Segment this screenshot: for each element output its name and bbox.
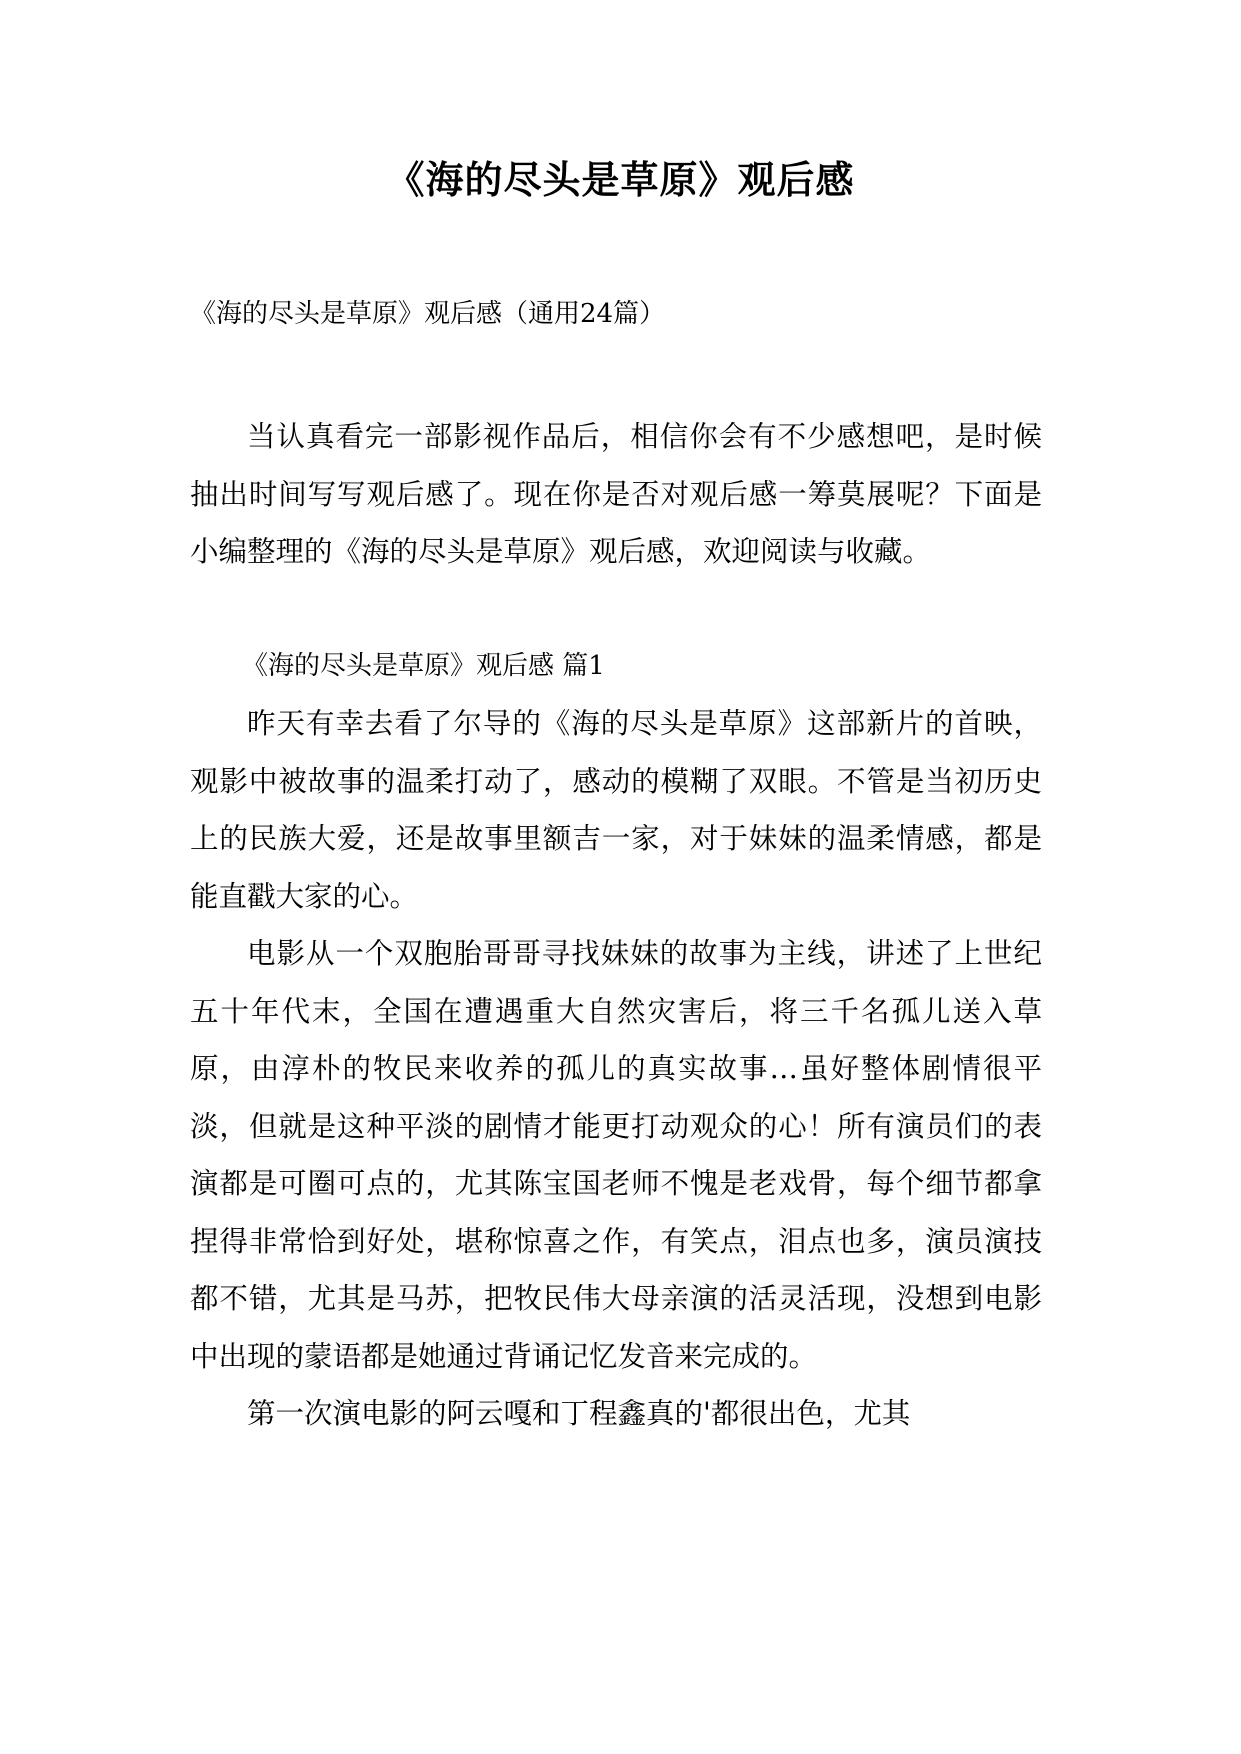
document-title: 《海的尽头是草原》观后感 <box>386 157 855 202</box>
document-subtitle: 《海的尽头是草原》观后感（通用24篇） <box>190 299 666 329</box>
section-heading: 《海的尽头是草原》观后感 篇1 <box>242 650 605 681</box>
body-paragraph: 第一次演电影的阿云嘎和丁程鑫真的'都很出色，尤其 <box>247 1397 911 1430</box>
document-body <box>190 408 1042 1443</box>
intro-paragraph: 当认真看完一部影视作品后，相信你会有不少感想吧，是时候抽出时间写写观后感了。现在你是否对观后感一筹莫展呢？下面是小编整理的《海的尽头是草原》观后感，欢迎阅读与收藏。 <box>190 420 1042 568</box>
body-paragraph: 昨天有幸去看了尔导的《海的尽头是草原》这部新片的首映，观影中被故事的温柔打动了，感动的模糊了双眼。不管是当初历史上的民族大爱，还是故事里额吉一家，对于妹妹的温柔情感，都是能直戳大家的心。 <box>190 707 1042 913</box>
body-paragraph: 电影从一个双胞胎哥哥寻找妹妹的故事为主线，讲述了上世纪五十年代末，全国在遭遇重大自然灾害后，将三千名孤儿送入草原，由淳朴的牧民来收养的孤儿的真实故事…虽好整体剧情很平淡，但就是这种平淡的剧情才能更打动观众的心！所有演员们的表演都是可圈可点的，尤其陈宝国老师不愧是老戏骨，每个细节都拿捏得非常恰到好处，堪称惊喜之作，有笑点，泪点也多，演员演技都不错，尤其是马苏，把牧民伟大母亲演的活灵活现，没想到电影中出现的蒙语都是她通过背诵记忆发音来完成的。 <box>190 937 1042 1373</box>
